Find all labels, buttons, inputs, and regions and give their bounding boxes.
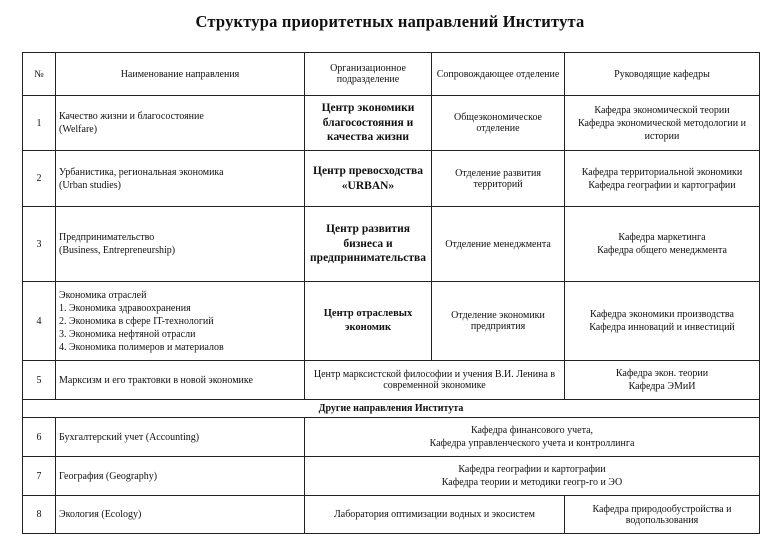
name-line: (Urban studies) bbox=[59, 179, 121, 191]
name-line: Качество жизни и благосостояние bbox=[59, 111, 204, 122]
dept-line: Кафедра общего менеджмента bbox=[597, 245, 727, 256]
row-num: 3 bbox=[23, 207, 56, 282]
row-num: 5 bbox=[23, 361, 56, 400]
header-accomp: Сопровождающее отделение bbox=[432, 53, 565, 96]
row-accomp: Общеэкономическое отделение bbox=[432, 96, 565, 151]
row-depts bbox=[305, 418, 760, 457]
dept-line: Кафедра экономики производства bbox=[590, 309, 734, 320]
table-row bbox=[23, 361, 760, 400]
row-depts bbox=[305, 457, 760, 496]
dept-line: Кафедра теории и методики геогр-го и ЭО bbox=[441, 477, 623, 488]
dept-line: Кафедра экон. теории bbox=[615, 368, 709, 379]
dept-line: Кафедра финансового учета, bbox=[470, 425, 594, 436]
row-org: Центр экономики благосостояния и качества жизни bbox=[305, 96, 432, 151]
dept-line: Кафедра географии и картографии bbox=[458, 464, 606, 475]
name-line: 4. Экономика полимеров и материалов bbox=[59, 341, 224, 353]
row-num: 6 bbox=[23, 418, 56, 457]
header-num: № bbox=[23, 53, 56, 96]
row-depts: Кафедра природообустройства и водопользования bbox=[565, 496, 760, 534]
name-line: 3. Экономика нефтяной отрасли bbox=[59, 328, 196, 340]
table-row bbox=[23, 496, 760, 534]
row-num: 1 bbox=[23, 96, 56, 151]
row-num: 8 bbox=[23, 496, 56, 534]
table-row bbox=[23, 151, 760, 207]
dept-line: Кафедра территориальной экономики bbox=[581, 166, 743, 178]
dept-line: Кафедра экономической теории bbox=[594, 104, 730, 116]
row-name: География (Geography) bbox=[56, 457, 305, 496]
other-directions-row bbox=[23, 400, 760, 418]
dept-line: Кафедра географии и картографии bbox=[588, 179, 736, 191]
dept-line: Кафедра инноваций и инвестиций bbox=[589, 322, 735, 333]
table-row bbox=[23, 418, 760, 457]
header-org: Организационное подразделение bbox=[305, 53, 432, 96]
row-name: Экология (Ecology) bbox=[56, 496, 305, 534]
name-line: 1. Экономика здравоохранения bbox=[59, 302, 191, 314]
dept-line: Кафедра экономической методологии и истории bbox=[578, 117, 746, 142]
row-num: 7 bbox=[23, 457, 56, 496]
table-row bbox=[23, 207, 760, 282]
row-org-accomp: Лаборатория оптимизации водных и экосистем bbox=[305, 496, 565, 534]
row-name: Марксизм и его трактовки в новой экономике bbox=[56, 361, 305, 400]
name-line: Предпринимательство bbox=[59, 232, 155, 243]
row-depts bbox=[565, 282, 760, 361]
dept-line: Кафедра ЭМиИ bbox=[628, 381, 696, 392]
name-line: 2. Экономика в сфере IT-технологий bbox=[59, 315, 214, 327]
name-line: (Welfare) bbox=[59, 124, 98, 135]
dept-line: Кафедра маркетинга bbox=[618, 232, 706, 243]
page-title: Структура приоритетных направлений Института bbox=[195, 12, 585, 31]
row-accomp: Отделение развития территорий bbox=[432, 151, 565, 207]
row-org: Центр развития бизнеса и предпринимательства bbox=[305, 207, 432, 282]
table-row bbox=[23, 96, 760, 151]
row-num: 2 bbox=[23, 151, 56, 207]
row-name bbox=[56, 282, 305, 361]
header-depts: Руководящие кафедры bbox=[565, 53, 760, 96]
header-name: Наименование направления bbox=[56, 53, 305, 96]
row-num: 4 bbox=[23, 282, 56, 361]
row-depts bbox=[565, 207, 760, 282]
name-line: Экономика отраслей bbox=[59, 289, 147, 301]
row-name bbox=[56, 207, 305, 282]
row-accomp: Отделение экономики предприятия bbox=[432, 282, 565, 361]
name-line: (Business, Entrepreneurship) bbox=[59, 245, 176, 256]
row-depts bbox=[565, 151, 760, 207]
row-accomp: Отделение менеджмента bbox=[432, 207, 565, 282]
dept-line: Кафедра управленческого учета и контроллинга bbox=[429, 438, 635, 449]
table-row bbox=[23, 457, 760, 496]
row-org: Центр отраслевых экономик bbox=[305, 282, 432, 361]
row-org-accomp: Центр марксистской философии и учения В.И. Ленина в современной экономике bbox=[305, 361, 565, 400]
row-depts bbox=[565, 96, 760, 151]
directions-table bbox=[22, 52, 760, 534]
table-row bbox=[23, 282, 760, 361]
row-name: Бухгалтерский учет (Accounting) bbox=[56, 418, 305, 457]
row-name bbox=[56, 151, 305, 207]
row-name bbox=[56, 96, 305, 151]
row-org: Центр превосходства «URBAN» bbox=[305, 151, 432, 207]
other-directions-label: Другие направления Института bbox=[23, 400, 760, 418]
name-line: Урбанистика, региональная экономика bbox=[59, 166, 224, 178]
row-depts bbox=[565, 361, 760, 400]
table-header-row bbox=[23, 53, 760, 96]
